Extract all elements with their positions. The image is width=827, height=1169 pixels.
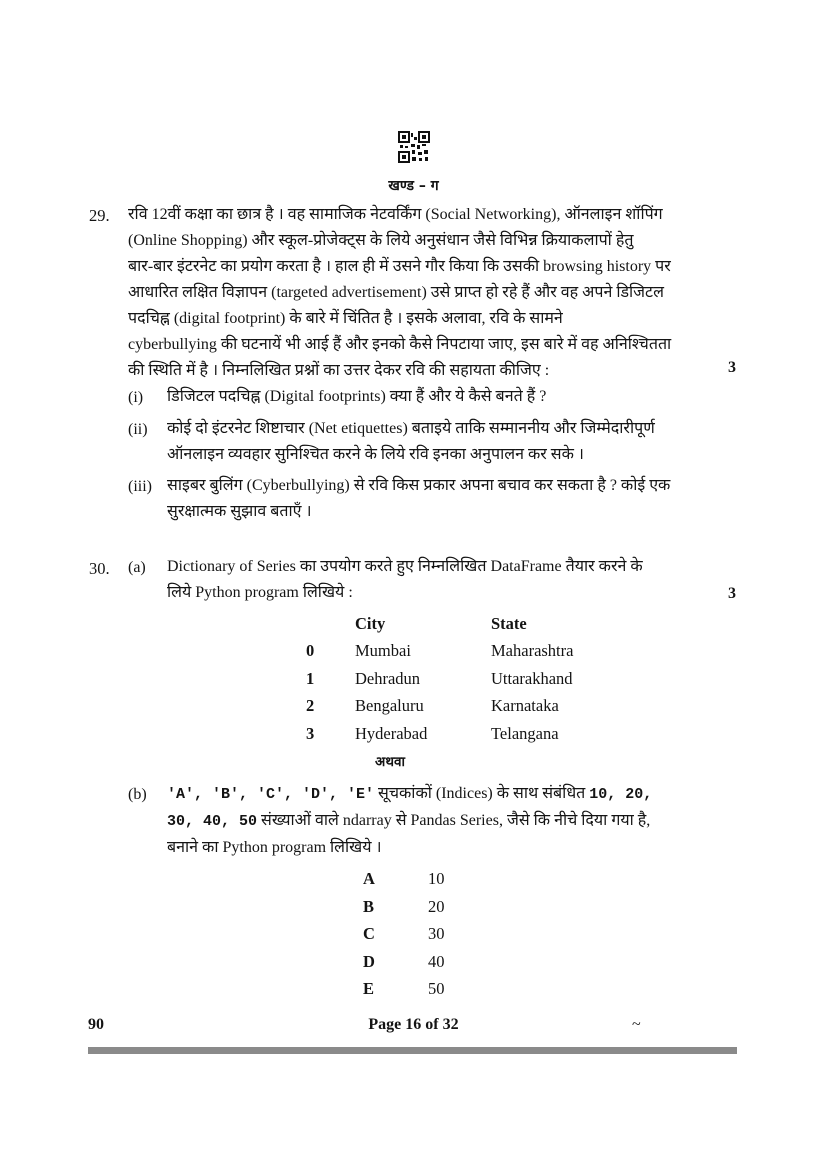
row-index: 0 xyxy=(306,641,315,660)
text-line: कोई दो इंटरनेट शिष्टाचार (Net etiquettes) बताइये ताकि सम्माननीय और जिम्मेदारीपूर्ण xyxy=(167,420,655,437)
row-index: 3 xyxy=(306,724,315,743)
question-number: 30. xyxy=(89,559,110,578)
part-label: (b) xyxy=(128,786,147,803)
series-value: 40 xyxy=(428,952,445,971)
series-value: 20 xyxy=(428,897,445,916)
column-header: State xyxy=(491,614,527,633)
table-cell: Uttarakhand xyxy=(491,669,573,688)
marks: 3 xyxy=(728,359,736,376)
table-cell: Bengaluru xyxy=(355,696,424,715)
text-line: रवि 12वीं कक्षा का छात्र है । वह सामाजिक नेटवर्किंग (Social Networking), ऑनलाइन शॉपिंग xyxy=(128,206,663,223)
or-separator: अथवा xyxy=(375,754,405,770)
text-line: बार-बार इंटरनेट का प्रयोग करता है । हाल ही में उसने गौर किया कि उसकी browsing history पर xyxy=(128,258,671,275)
subpart-label: (ii) xyxy=(128,421,148,438)
text-fragment: सूचकांकों (Indices) के साथ संबंधित xyxy=(374,785,590,802)
text-line: (Online Shopping) और स्कूल-प्रोजेक्ट्स के लिये अनुसंधान जैसे विभिन्न क्रियाकलापों हेतु xyxy=(128,232,634,249)
text-line: साइबर बुलिंग (Cyberbullying) से रवि किस प्रकार अपना बचाव कर सकता है ? कोई एक xyxy=(167,477,671,494)
text-line: cyberbullying की घटनायें भी आई हैं और इनको कैसे निपटाया जाए, इस बारे में वह अनिश्चितता xyxy=(128,336,672,353)
subpart-ii xyxy=(167,416,707,468)
paper-code: 90 xyxy=(88,1016,104,1033)
page-number: Page 16 of 32 xyxy=(368,1016,459,1033)
text-fragment: संख्याओं वाले ndarray से Pandas Series, जैसे कि नीचे दिया गया है, xyxy=(257,812,651,829)
subpart-iii xyxy=(167,473,707,525)
subpart-i xyxy=(167,384,707,410)
table-cell: Hyderabad xyxy=(355,724,428,743)
text-line: पदचिह्न (digital footprint) के बारे में चिंतित है । इसके अलावा, रवि के सामने xyxy=(128,310,563,327)
marks: 3 xyxy=(728,585,736,602)
text-line: सुरक्षात्मक सुझाव बताएँ । xyxy=(167,503,312,520)
row-index: 1 xyxy=(306,669,315,688)
series-index: B xyxy=(363,897,375,916)
footer-divider xyxy=(88,1047,737,1054)
table-cell: Karnataka xyxy=(491,696,559,715)
code-text: 30, 40, 50 xyxy=(167,813,258,830)
column-header: City xyxy=(355,614,386,633)
series-index: E xyxy=(363,979,375,998)
text-line: ऑनलाइन व्यवहार सुनिश्चित करने के लिये रवि इनका अनुपालन कर सके । xyxy=(167,446,584,463)
text-line: Dictionary of Series का उपयोग करते हुए निम्नलिखित DataFrame तैयार करने के xyxy=(167,558,643,575)
table-cell: Mumbai xyxy=(355,641,411,660)
series-value: 10 xyxy=(428,869,445,888)
text-line: डिजिटल पदचिह्न (Digital footprints) क्या हैं और ये कैसे बनते हैं ? xyxy=(167,388,547,405)
text-line xyxy=(167,808,712,835)
text-line: लिये Python program लिखिये : xyxy=(167,584,353,601)
question-29-text xyxy=(128,202,704,384)
table-cell: Telangana xyxy=(491,724,559,743)
table-cell: Dehradun xyxy=(355,669,421,688)
series-index: A xyxy=(363,869,375,888)
series-index: D xyxy=(363,952,375,971)
question-30a-text xyxy=(167,554,707,606)
series-value: 30 xyxy=(428,924,445,943)
series-value: 50 xyxy=(428,979,445,998)
table-cell: Maharashtra xyxy=(491,641,574,660)
row-index: 2 xyxy=(306,696,315,715)
text-line: की स्थिति में है । निम्नलिखित प्रश्नों का उत्तर देकर रवि की सहायता कीजिए : xyxy=(128,362,550,379)
code-text: 10, 20, xyxy=(589,786,653,803)
text-line: आधारित लक्षित विज्ञापन (targeted advertisement) उसे प्राप्त हो रहे हैं और वह अपने डिजिटल xyxy=(128,284,664,301)
part-label: (a) xyxy=(128,559,146,576)
qr-code-icon xyxy=(398,131,430,163)
subpart-label: (iii) xyxy=(128,478,152,495)
text-line xyxy=(167,781,712,808)
footer-mark: ~ xyxy=(632,1016,641,1033)
text-line: बनाने का Python program लिखिये । xyxy=(167,839,382,856)
series-index: C xyxy=(363,924,375,943)
subpart-label: (i) xyxy=(128,389,144,406)
question-number: 29. xyxy=(89,206,110,225)
question-30b-text xyxy=(167,781,712,861)
section-title: खण्ड – ग xyxy=(388,178,439,194)
code-text: 'A', 'B', 'C', 'D', 'E' xyxy=(167,786,375,803)
